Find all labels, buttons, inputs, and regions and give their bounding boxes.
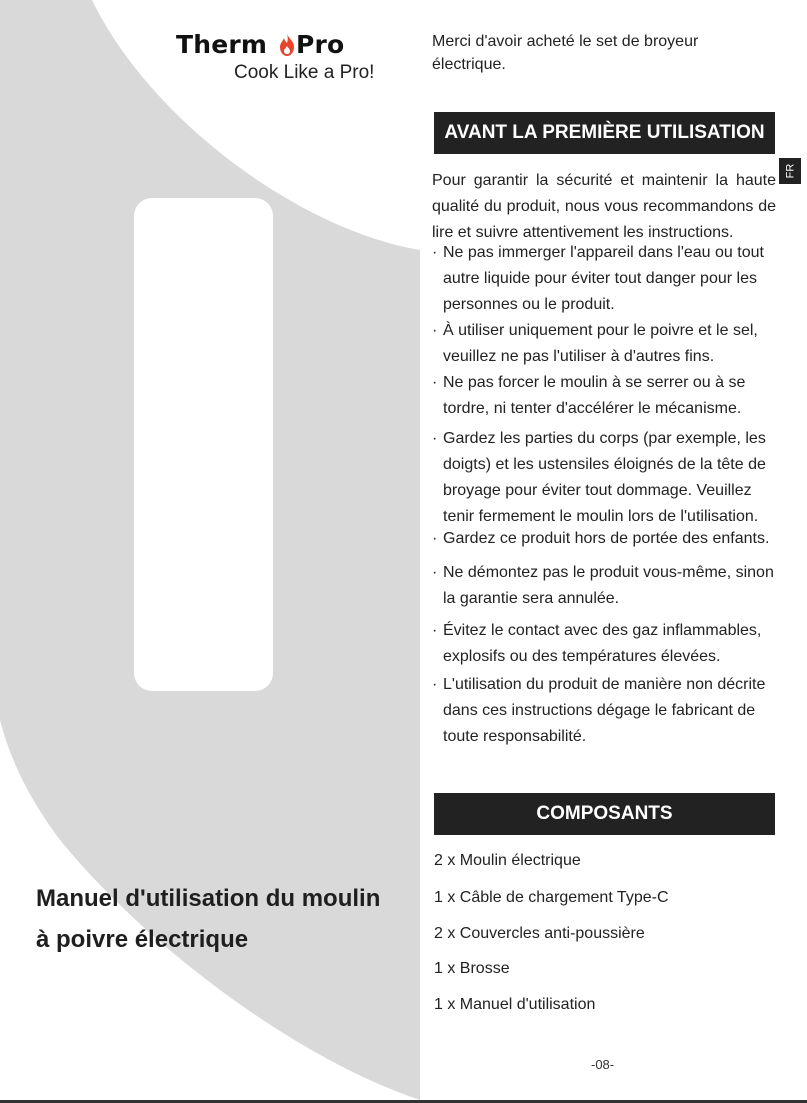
intro-text: Merci d'avoir acheté le set de broyeur électrique. [432, 33, 699, 73]
brand-logo [176, 30, 372, 60]
bullet-marker: · [432, 676, 438, 693]
language-tab [779, 158, 801, 184]
bullet-marker: · [432, 530, 438, 547]
bullet-marker: · [432, 622, 438, 639]
component-item: 1 x Brosse [434, 960, 510, 977]
bullet-marker: · [432, 322, 438, 339]
safety-item [432, 560, 776, 612]
safety-heading-text: AVANT LA PREMIÈRE UTILISATION [444, 122, 765, 143]
bullet-marker: · [432, 564, 438, 581]
components-heading-text: COMPOSANTS [536, 803, 673, 824]
safety-item-text: L'utilisation du produit de manière non décrite dans ces instructions dégage le fabricant de toute responsabilité. [443, 676, 766, 745]
page-number: -08- [591, 1057, 615, 1072]
safety-item-text: Ne démontez pas le produit vous-même, sinon la garantie sera annulée. [443, 564, 774, 607]
bullet-marker: · [432, 430, 438, 447]
language-tab-label: FR [783, 163, 796, 179]
safety-item-text: Ne pas forcer le moulin à se serrer ou à se tordre, ni tenter d'accélérer le mécanisme. [443, 374, 746, 417]
brand-name-right: Pro [296, 30, 345, 59]
brand-tagline: Cook Like a Pro! [234, 62, 375, 83]
component-item: 1 x Manuel d'utilisation [434, 996, 596, 1013]
safety-item-text: À utiliser uniquement pour le poivre et le sel, veuillez ne pas l'utiliser à d'autres fins. [443, 322, 758, 365]
safety-item [432, 318, 776, 370]
components-heading [434, 793, 775, 835]
bullet-marker: · [432, 374, 438, 391]
safety-item-text: Ne pas immerger l'appareil dans l'eau ou tout autre liquide pour éviter tout danger pour les personnes ou le produit. [443, 244, 764, 313]
grinder-silhouette [134, 198, 273, 691]
safety-item-text: Gardez les parties du corps (par exemple, les doigts) et les ustensiles éloignés de la tête de broyage pour éviter tout dommage. Veuillez tenir fermement le moulin lors de l'utilisation. [443, 430, 766, 525]
safety-item [432, 370, 776, 422]
safety-intro: Pour garantir la sécurité et maintenir la haute qualité du produit, nous vous recommandons de lire et suivre attentivement les instructions. [432, 172, 776, 241]
safety-item [432, 672, 776, 750]
safety-item-text: Gardez ce produit hors de portée des enfants. [443, 530, 770, 547]
component-item: 1 x Câble de chargement Type-C [434, 889, 669, 906]
bullet-marker: · [432, 244, 438, 261]
component-item: 2 x Couvercles anti-poussière [434, 925, 645, 942]
component-item: 2 x Moulin électrique [434, 852, 581, 869]
manual-title-line-1: Manuel d'utilisation du moulin [36, 885, 381, 912]
safety-item [432, 526, 776, 552]
safety-item [432, 618, 776, 670]
safety-item [432, 426, 776, 530]
flame-icon [277, 33, 297, 57]
manual-title [36, 878, 406, 960]
safety-item-text: Évitez le contact avec des gaz inflammables, explosifs ou des températures élevées. [443, 622, 762, 665]
safety-heading [434, 112, 775, 154]
brand-name-left: Therm [176, 30, 268, 59]
manual-title-line-2: à poivre électrique [36, 926, 249, 953]
safety-item [432, 240, 776, 318]
